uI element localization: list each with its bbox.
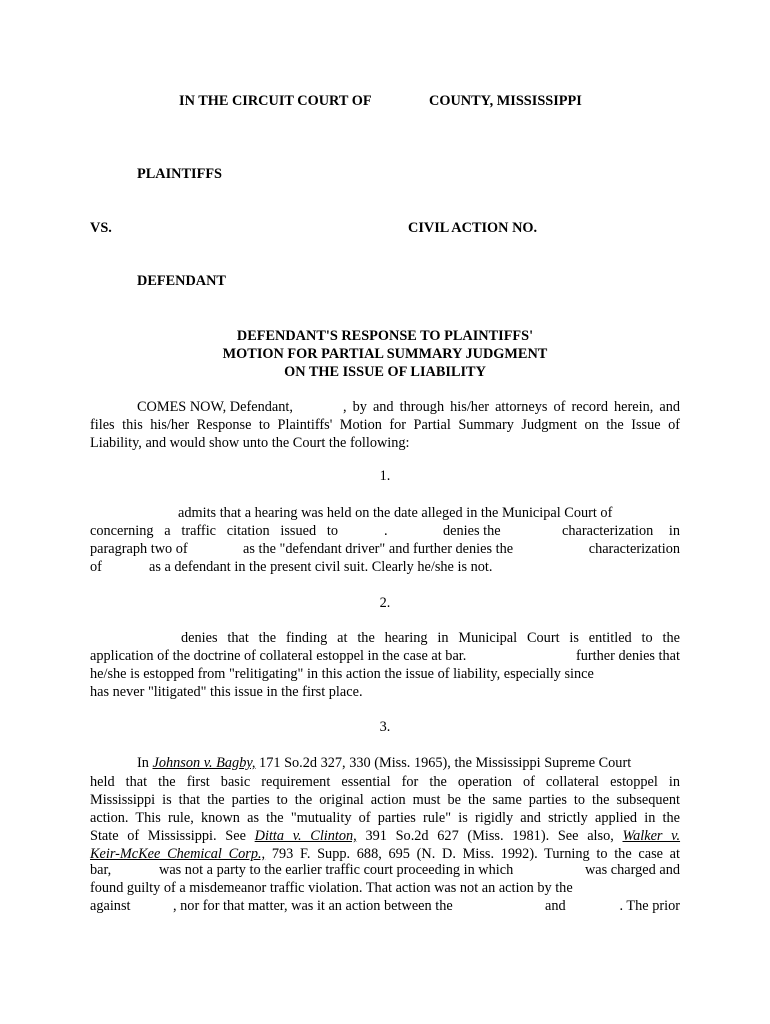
defendant-label: DEFENDANT bbox=[137, 273, 226, 289]
paragraph-text: characterization in bbox=[562, 523, 680, 539]
paragraph-text: concerning a traffic citation issued to bbox=[90, 523, 338, 539]
paragraph-text: action. This rule, known as the "mutuality of parties rule" is rigidly and strictly applied in the bbox=[90, 810, 680, 826]
section-number: 1. bbox=[379, 468, 391, 484]
court-heading-right: COUNTY, MISSISSIPPI bbox=[429, 93, 582, 109]
paragraph-text: State of Mississippi. See bbox=[90, 828, 246, 844]
paragraph-text: has never "litigated" this issue in the first place. bbox=[90, 684, 363, 700]
paragraph-text: as the "defendant driver" and further denies the bbox=[243, 541, 514, 557]
paragraph-text: characterization bbox=[588, 541, 680, 557]
paragraph-text: was charged and bbox=[584, 862, 680, 878]
paragraph-text: bar, bbox=[90, 862, 112, 878]
court-heading-left: IN THE CIRCUIT COURT OF bbox=[179, 93, 372, 109]
paragraph-text bbox=[90, 827, 680, 845]
paragraph-text: In bbox=[137, 755, 149, 771]
paragraph-text: . The prior bbox=[619, 898, 680, 914]
case-citation: Keir-McKee Chemical Corp., bbox=[90, 846, 266, 862]
paragraph-text: application of the doctrine of collateral estoppel in the case at bar. bbox=[90, 648, 467, 664]
paragraph-text: . bbox=[384, 523, 388, 539]
paragraph-text: 793 F. Supp. 688, 695 (N. D. Miss. 1992). Turning to the case at bbox=[271, 846, 681, 862]
paragraph-text: held that the first basic requirement essential for the operation of collateral estoppel in bbox=[90, 774, 680, 790]
section-number: 2. bbox=[379, 595, 391, 611]
paragraph-text: , nor for that matter, was it an action between the bbox=[173, 898, 453, 914]
section-number: 3. bbox=[379, 719, 391, 735]
paragraph-text: 391 So.2d 627 (Miss. 1981). See also, bbox=[365, 828, 614, 844]
paragraph-text: denies that the finding at the hearing in Municipal Court is entitled to the bbox=[181, 630, 680, 646]
paragraph-text: as a defendant in the present civil suit. Clearly he/she is not. bbox=[149, 559, 493, 575]
intro-text: files this his/her Response to Plaintiffs' Motion for Partial Summary Judgment on the Issue of bbox=[90, 417, 680, 433]
paragraph-text bbox=[137, 755, 631, 772]
paragraph-text: admits that a hearing was held on the date alleged in the Municipal Court of bbox=[178, 505, 613, 521]
paragraph-text: was not a party to the earlier traffic court proceeding in which bbox=[159, 862, 514, 878]
document-title-line-2: MOTION FOR PARTIAL SUMMARY JUDGMENT bbox=[222, 346, 548, 362]
plaintiffs-label: PLAINTIFFS bbox=[137, 166, 222, 182]
case-citation: Ditta v. Clinton, bbox=[254, 828, 357, 844]
paragraph-text bbox=[90, 845, 680, 863]
versus-label: VS. bbox=[90, 220, 112, 236]
case-citation: Johnson v. Bagby, bbox=[152, 755, 256, 771]
paragraph-text: found guilty of a misdemeanor traffic violation. That action was not an action by the bbox=[90, 880, 573, 896]
paragraph-text: against bbox=[90, 898, 131, 914]
paragraph-text: further denies that bbox=[575, 648, 680, 664]
document-title-line-1: DEFENDANT'S RESPONSE TO PLAINTIFFS' bbox=[236, 328, 534, 344]
case-citation: Walker v. bbox=[622, 828, 681, 844]
document-title-line-3: ON THE ISSUE OF LIABILITY bbox=[284, 364, 486, 380]
paragraph-text: he/she is estopped from "relitigating" in this action the issue of liability, especially since bbox=[90, 666, 594, 682]
intro-text: COMES NOW, Defendant, bbox=[137, 399, 293, 415]
paragraph-text: denies the bbox=[443, 523, 501, 539]
paragraph-text: 171 So.2d 327, 330 (Miss. 1965), the Mississippi Supreme Court bbox=[259, 755, 632, 771]
intro-text: Liability, and would show unto the Court the following: bbox=[90, 435, 410, 451]
intro-text: , by and through his/her attorneys of record herein, and bbox=[343, 399, 680, 415]
paragraph-text: and bbox=[545, 898, 566, 914]
civil-action-label: CIVIL ACTION NO. bbox=[408, 220, 538, 236]
paragraph-text: Mississippi is that the parties to the original action must be the same parties to the subsequent bbox=[90, 792, 680, 808]
paragraph-text: paragraph two of bbox=[90, 541, 188, 557]
paragraph-text: of bbox=[90, 559, 102, 575]
